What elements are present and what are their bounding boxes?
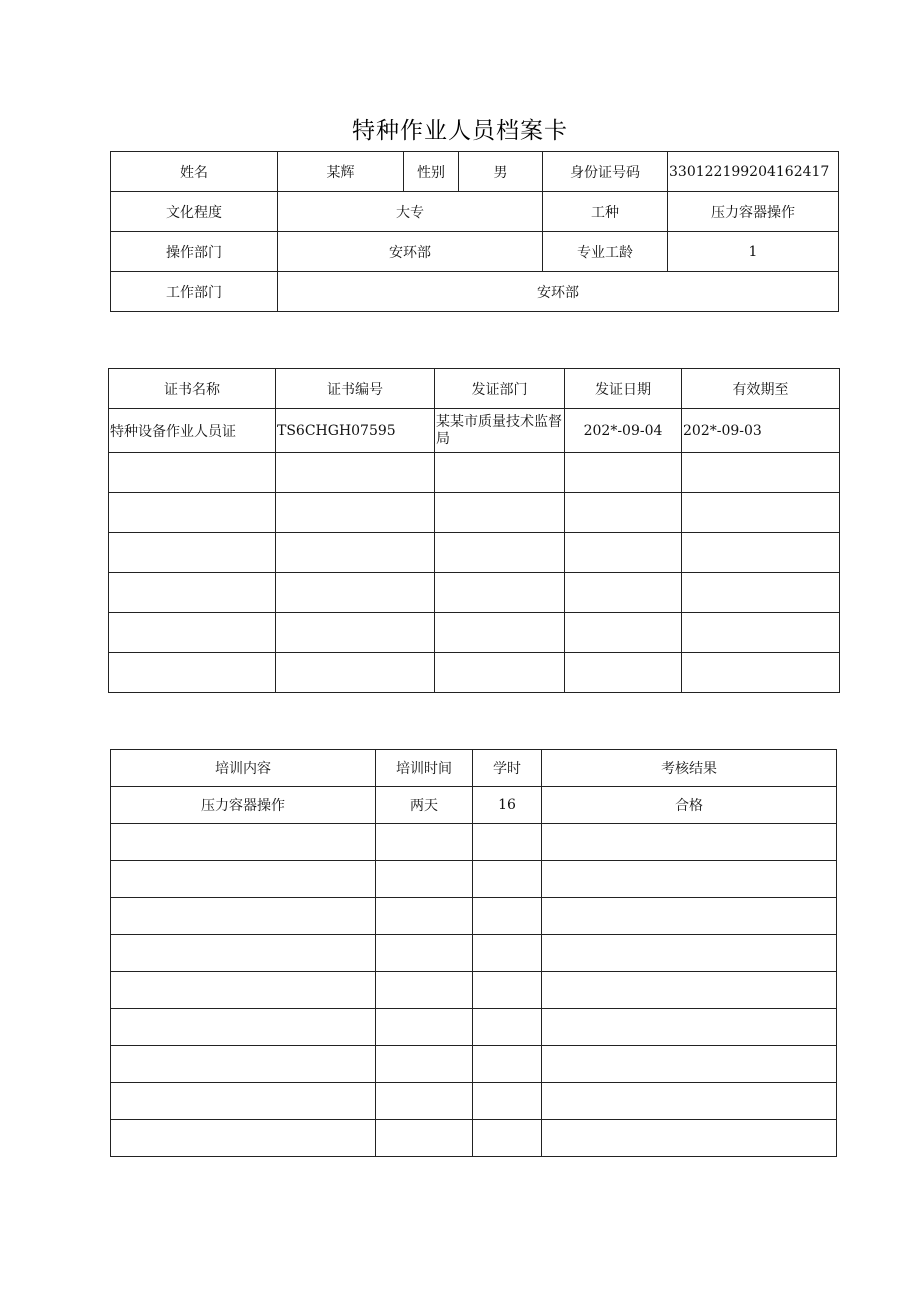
seniority-label: 专业工龄	[543, 232, 668, 272]
certificate-empty-row	[109, 573, 840, 613]
personal-row-3	[111, 232, 839, 272]
work-dept-value: 安环部	[278, 272, 839, 312]
training-empty-row	[111, 898, 837, 935]
training-empty-row	[111, 824, 837, 861]
training-table	[110, 749, 837, 1157]
training-empty-row	[111, 861, 837, 898]
cert-expiry-header: 有效期至	[682, 369, 840, 409]
seniority-value: 1	[668, 232, 839, 272]
training-time-header: 培训时间	[376, 750, 473, 787]
certificate-empty-row	[109, 613, 840, 653]
training-header-row	[111, 750, 837, 787]
id-number-label: 身份证号码	[543, 152, 668, 192]
training-hours-cell: 16	[473, 787, 542, 824]
certificate-empty-row	[109, 653, 840, 693]
personal-info-table	[110, 151, 839, 312]
cert-number-cell: TS6CHGH07595	[276, 409, 435, 453]
certificate-row	[109, 409, 840, 453]
gender-value: 男	[459, 152, 543, 192]
training-empty-row	[111, 1046, 837, 1083]
operation-dept-value: 安环部	[278, 232, 543, 272]
work-dept-label: 工作部门	[111, 272, 278, 312]
page-title: 特种作业人员档案卡	[352, 118, 568, 144]
personal-row-4	[111, 272, 839, 312]
cert-expiry-cell: 202*-09-03	[682, 409, 840, 453]
training-empty-row	[111, 1009, 837, 1046]
personal-row-1	[111, 152, 839, 192]
job-type-label: 工种	[543, 192, 668, 232]
training-hours-header: 学时	[473, 750, 542, 787]
certificate-empty-row	[109, 533, 840, 573]
education-value: 大专	[278, 192, 543, 232]
operation-dept-label: 操作部门	[111, 232, 278, 272]
training-empty-row	[111, 935, 837, 972]
name-label: 姓名	[111, 152, 278, 192]
name-value: 某辉	[278, 152, 404, 192]
certificate-empty-row	[109, 493, 840, 533]
personal-row-2	[111, 192, 839, 232]
id-number-value: 330122199204162417	[668, 152, 839, 192]
education-label: 文化程度	[111, 192, 278, 232]
training-row	[111, 787, 837, 824]
certificate-table	[108, 368, 840, 693]
cert-issuer-cell: 某某市质量技术监督局	[435, 409, 565, 453]
cert-name-cell: 特种设备作业人员证	[109, 409, 276, 453]
cert-issuer-header: 发证部门	[435, 369, 565, 409]
training-result-header: 考核结果	[542, 750, 837, 787]
cert-name-header: 证书名称	[109, 369, 276, 409]
training-content-header: 培训内容	[111, 750, 376, 787]
training-empty-row	[111, 1083, 837, 1120]
cert-issue-date-cell: 202*-09-04	[565, 409, 682, 453]
training-time-cell: 两天	[376, 787, 473, 824]
training-result-cell: 合格	[542, 787, 837, 824]
training-empty-row	[111, 1120, 837, 1157]
cert-number-header: 证书编号	[276, 369, 435, 409]
gender-label: 性别	[404, 152, 459, 192]
job-type-value: 压力容器操作	[668, 192, 839, 232]
certificate-header-row	[109, 369, 840, 409]
training-empty-row	[111, 972, 837, 1009]
cert-issue-date-header: 发证日期	[565, 369, 682, 409]
certificate-empty-row	[109, 453, 840, 493]
training-content-cell: 压力容器操作	[111, 787, 376, 824]
